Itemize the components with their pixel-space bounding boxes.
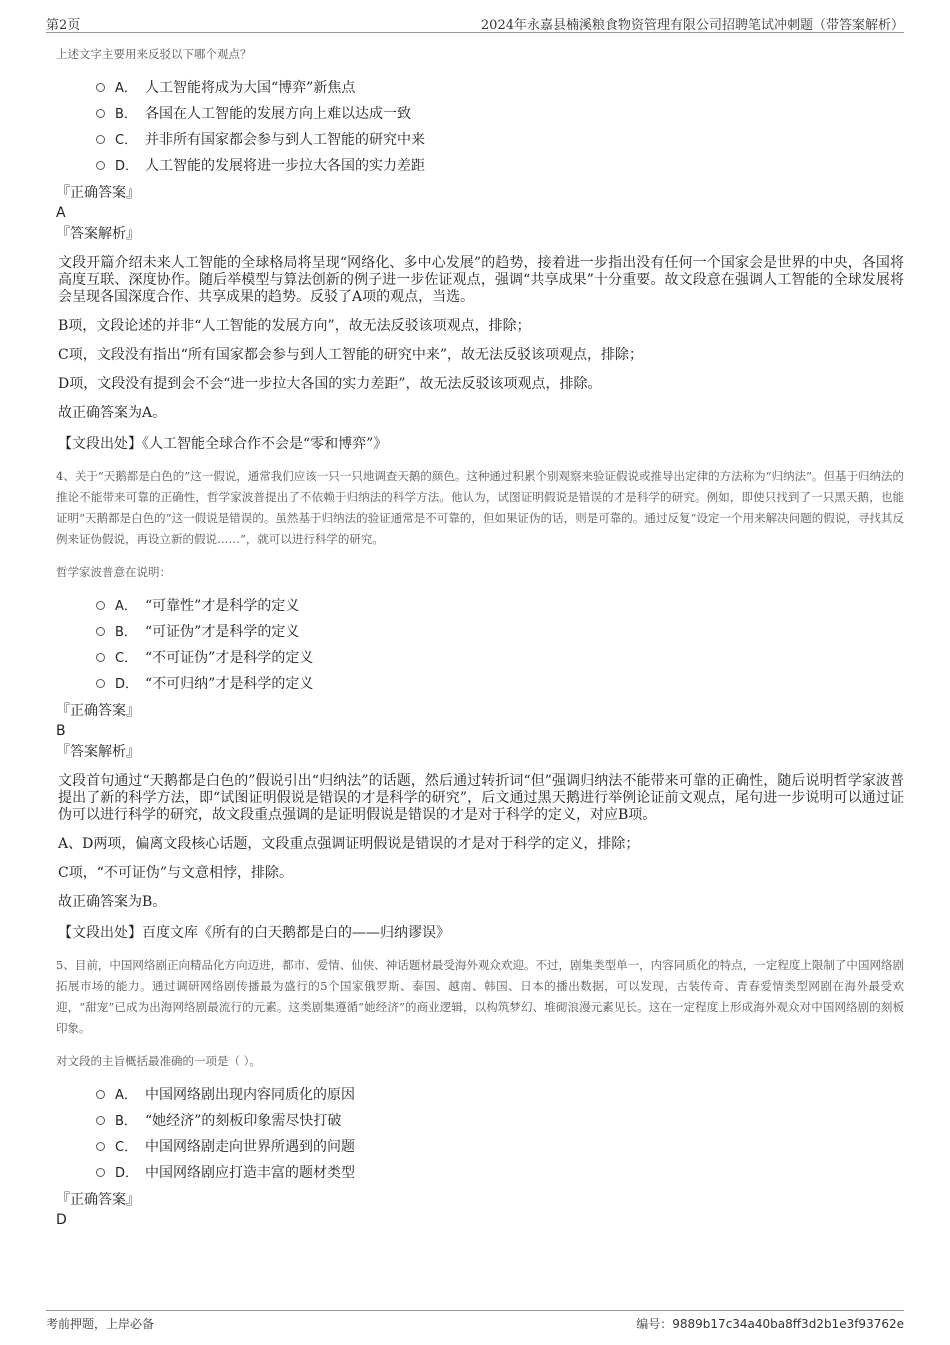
radio-icon[interactable] <box>96 1116 105 1125</box>
q5-stem: 对文段的主旨概括最准确的一项是（ ）。 <box>56 1054 261 1068</box>
q5-option-a[interactable]: A． 中国网络剧出现内容同质化的原因 <box>96 1082 904 1108</box>
q5-text: 5、目前，中国网络剧正向精品化方向迈进，都市、爱情、仙侠、神话题材最受海外观众欢迎。不过，剧集类型单一，内容同质化的特点，一定程度上限制了中国网络剧拓展市场的能力。通过调研网络剧传播最为盛行的5个国家俄罗斯、泰国、越南、韩国、日本的播出数据，可以发现，古装传奇、青春爱情类型网剧在海外最受欢迎，“甜宠”已成为出海网络剧最流行的元素。这类剧集遵循“她经济”的商业逻辑，以构筑梦幻、堆砌浪漫元素见长。这在一定程度上形成海外观众对中国网络剧的刻板印象。 <box>56 958 904 1035</box>
q3-stem: 上述文字主要用来反驳以下哪个观点？ <box>56 47 252 61</box>
radio-icon[interactable] <box>96 1142 105 1151</box>
q4-option-a[interactable]: A． “可靠性”才是科学的定义 <box>96 593 904 619</box>
radio-icon[interactable] <box>96 83 105 92</box>
page-number: 第2页 <box>46 18 81 33</box>
q3-source: 【文段出处】《人工智能全球合作不会是“零和博弈”》 <box>58 436 388 452</box>
q3-analysis-paragraph: C项，文段没有指出“所有国家都会参与到人工智能的研究中来”，故无法反驳该项观点，排除； <box>58 347 644 363</box>
q5-options <box>96 1082 904 1186</box>
q4-answer: B <box>56 723 66 739</box>
page-content <box>56 44 904 1231</box>
q3-options <box>96 75 904 179</box>
q4-option-d[interactable]: D． “不可归纳”才是科学的定义 <box>96 671 904 697</box>
q4-analysis-paragraph: 文段首句通过“天鹅都是白色的”假说引出“归纳法”的话题，然后通过转折词“但”强调归纳法不能带来可靠的正确性，随后说明哲学家波普提出了新的科学方法，即“试图证明假说是错误的才是科学的研究”，后文通过黑天鹅进行举例论证前文观点，尾句进一步说明可以通过证伪可以进行科学的研究，故文段重点强调的是证明假说是错误的才是对于科学的定义，对应B项。 <box>58 773 904 823</box>
q4-option-c[interactable]: C． “不可证伪”才是科学的定义 <box>96 645 904 671</box>
q4-text: 4、关于“天鹅都是白色的”这一假说，通常我们应该一只一只地调查天鹅的颜色。这种通过积累个别观察来验证假说或推导出定律的方法称为“归纳法”。但基于归纳法的推论不能带来可靠的正确性，哲学家波普提出了不依赖于归纳法的科学方法。他认为，试图证明假说是错误的才是科学的研究。例如，即使只找到了一只黑天鹅，也能证明“天鹅都是白色的”这一假说是错误的。虽然基于归纳法的验证通常是不可靠的，但如果证伪的话，则是可靠的。通过反复“设定一个用来解决问题的假说，寻找其反例来证伪假说，再设立新的假说……”，就可以进行科学的研究。 <box>56 469 904 546</box>
q4-answer-label: 『正确答案』 <box>56 703 140 719</box>
radio-icon[interactable] <box>96 1090 105 1099</box>
page-footer <box>46 1310 904 1335</box>
radio-icon[interactable] <box>96 161 105 170</box>
document-title: 2024年永嘉县楠溪粮食物资管理有限公司招聘笔试冲刺题（带答案解析） <box>480 18 904 33</box>
q3-analysis-paragraph: 文段开篇介绍未来人工智能的全球格局将呈现“网络化、多中心发展”的趋势，接着进一步指出没有任何一个国家会是世界的中央，各国将高度互联、深度协作。随后举模型与算法创新的例子进一步佐证观点，强调“共享成果”十分重要。故文段意在强调人工智能的全球发展将会呈现各国深度合作、共享成果的趋势。反驳了A项的观点，当选。 <box>58 255 904 305</box>
q5-option-d[interactable]: D． 中国网络剧应打造丰富的题材类型 <box>96 1160 904 1186</box>
document-code <box>636 1315 904 1332</box>
q3-analysis-paragraph: 故正确答案为A。 <box>58 405 167 421</box>
q3-option-b[interactable]: B． 各国在人工智能的发展方向上难以达成一致 <box>96 101 904 127</box>
q3-analysis-label: 『答案解析』 <box>56 226 140 242</box>
code-value: 9889b17c34a40ba8ff3d2b1e3f93762e <box>672 1317 904 1331</box>
radio-icon[interactable] <box>96 109 105 118</box>
footer-slogan: 考前押题，上岸必备 <box>46 1317 155 1331</box>
radio-icon[interactable] <box>96 627 105 636</box>
q4-source: 【文段出处】百度文库《所有的白天鹅都是白的——归纳谬误》 <box>58 925 450 941</box>
q4-option-b[interactable]: B． “可证伪”才是科学的定义 <box>96 619 904 645</box>
radio-icon[interactable] <box>96 653 105 662</box>
q4-analysis-paragraph: A、D两项，偏离文段核心话题，文段重点强调证明假说是错误的才是对于科学的定义，排除； <box>58 836 640 852</box>
q3-option-c[interactable]: C． 并非所有国家都会参与到人工智能的研究中来 <box>96 127 904 153</box>
q3-answer-label: 『正确答案』 <box>56 185 140 201</box>
q3-option-a[interactable]: A． 人工智能将成为大国“博弈”新焦点 <box>96 75 904 101</box>
q4-analysis-paragraph: 故正确答案为B。 <box>58 894 167 910</box>
q4-options <box>96 593 904 697</box>
code-label: 编号： <box>636 1317 673 1331</box>
q5-option-b[interactable]: B． “她经济”的刻板印象需尽快打破 <box>96 1108 904 1134</box>
q3-analysis-paragraph: D项，文段没有提到会不会“进一步拉大各国的实力差距”，故无法反驳该项观点，排除。 <box>58 376 602 392</box>
q3-option-d[interactable]: D． 人工智能的发展将进一步拉大各国的实力差距 <box>96 153 904 179</box>
radio-icon[interactable] <box>96 135 105 144</box>
q5-answer-label: 『正确答案』 <box>56 1192 140 1208</box>
q5-option-c[interactable]: C． 中国网络剧走向世界所遇到的问题 <box>96 1134 904 1160</box>
page-header <box>46 12 904 33</box>
q4-stem: 哲学家波普意在说明： <box>56 565 171 579</box>
q4-analysis-label: 『答案解析』 <box>56 744 140 760</box>
q4-analysis-paragraph: C项，“不可证伪”与文意相悖，排除。 <box>58 865 294 881</box>
q5-answer: D <box>56 1212 67 1228</box>
radio-icon[interactable] <box>96 1168 105 1177</box>
radio-icon[interactable] <box>96 601 105 610</box>
radio-icon[interactable] <box>96 679 105 688</box>
q3-analysis-paragraph: B项，文段论述的并非“人工智能的发展方向”，故无法反驳该项观点，排除； <box>58 318 531 334</box>
q3-answer: A <box>56 205 66 221</box>
